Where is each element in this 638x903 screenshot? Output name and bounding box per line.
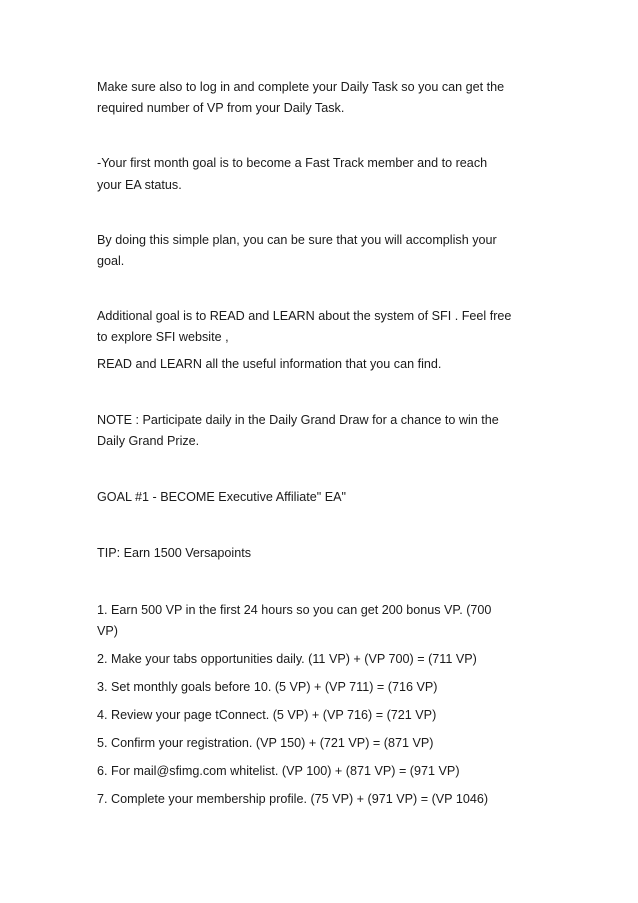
paragraph-line: Additional goal is to READ and LEARN about the system of SFI . Feel free: [97, 309, 512, 323]
paragraph-line: to explore SFI website ,: [97, 330, 229, 344]
paragraph-line: required number of VP from your Daily Task.: [97, 101, 345, 115]
list-item: 4. Review your page tConnect. (5 VP) + (VP 716) = (721 VP): [97, 708, 437, 722]
list-item: VP): [97, 624, 118, 638]
list-item: 5. Confirm your registration. (VP 150) + (721 VP) = (871 VP): [97, 736, 434, 750]
paragraph-line: -Your first month goal is to become a Fast Track member and to reach: [97, 156, 488, 170]
list-item: 1. Earn 500 VP in the first 24 hours so you can get 200 bonus VP. (700: [97, 603, 492, 617]
paragraph-line: Daily Grand Prize.: [97, 434, 200, 448]
paragraph-line: goal.: [97, 254, 125, 268]
paragraph-line: your EA status.: [97, 178, 182, 192]
tip-line: TIP: Earn 1500 Versapoints: [97, 546, 252, 560]
list-item: 7. Complete your membership profile. (75 VP) + (971 VP) = (VP 1046): [97, 792, 489, 806]
paragraph-line: By doing this simple plan, you can be sure that you will accomplish your: [97, 233, 497, 247]
paragraph-line: Make sure also to log in and complete your Daily Task so you can get the: [97, 80, 505, 94]
list-item: 6. For mail@sfimg.com whitelist. (VP 100) + (871 VP) = (971 VP): [97, 764, 460, 778]
list-item: 3. Set monthly goals before 10. (5 VP) + (VP 711) = (716 VP): [97, 680, 438, 694]
goal-heading: GOAL #1 - BECOME Executive Affiliate" EA": [97, 490, 347, 504]
paragraph-line: NOTE : Participate daily in the Daily Grand Draw for a chance to win the: [97, 413, 499, 427]
paragraph-line: READ and LEARN all the useful information that you can find.: [97, 357, 442, 371]
list-item: 2. Make your tabs opportunities daily. (11 VP) + (VP 700) = (711 VP): [97, 652, 477, 666]
